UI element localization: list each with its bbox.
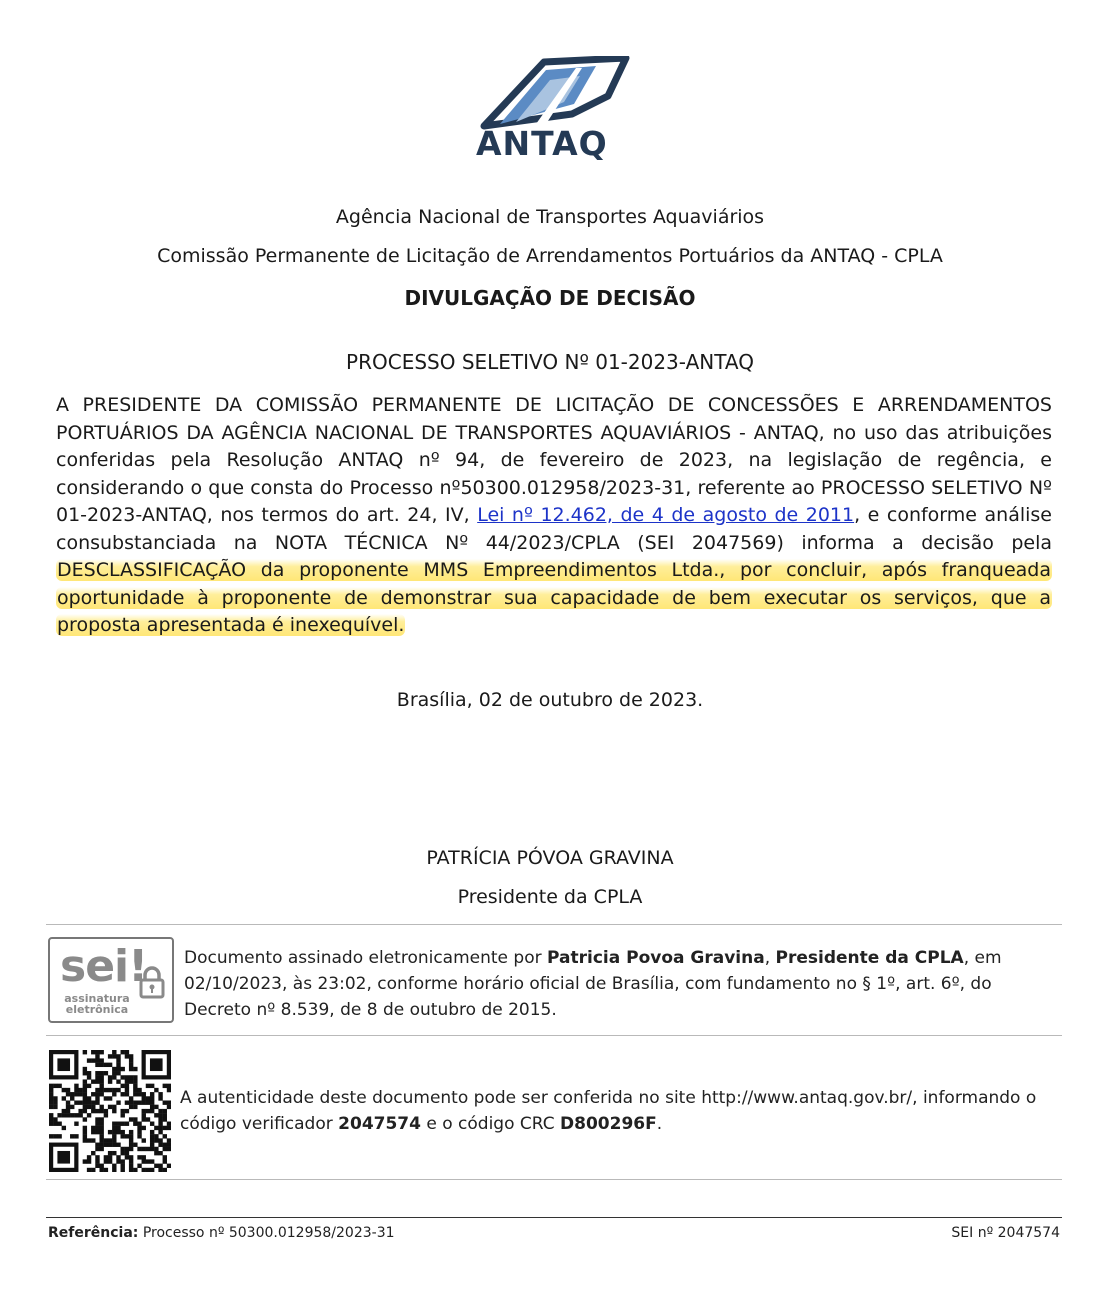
signature-text-suffix: , em 02/10/2023, às 23:02, conforme horário oficial de Brasília, com fundamento no § 1º, art. 6º, do Decreto nº 8.539, de 8 de outubro de 2015. (184, 948, 1002, 1020)
footer-reference-value: Processo nº 50300.012958/2023-31 (138, 1225, 395, 1241)
commission-name: Comissão Permanente de Licitação de Arrendamentos Portuários da ANTAQ - CPLA (157, 245, 943, 267)
footer-divider (46, 1217, 1062, 1218)
antaq-logo-mark (476, 56, 636, 131)
paragraph-text-1: A PRESIDENTE DA COMISSÃO PERMANENTE DE LICITAÇÃO DE CONCESSÕES E ARRENDAMENTOS PORTUÁRIOS DA AGÊNCIA NACIONAL DE TRANSPORTES AQUAVIÁRIOS - ANTAQ, no uso das atribuições conferidas pela Resolução ANTAQ nº 94, de fevereiro de 2023, na legislação de regência, e considerando o que consta do Processo nº50300.012958/2023-31, referente ao PROCESSO SELETIVO Nº 01-2023-ANTAQ, nos termos do art. 24, IV, (56, 394, 1052, 526)
document-title: DIVULGAÇÃO DE DECISÃO (404, 286, 696, 310)
agency-name: Agência Nacional de Transportes Aquaviários (335, 206, 765, 228)
sei-logo-text: sei! (60, 941, 148, 992)
sei-badge-caption (62, 993, 132, 1015)
verifier-code: 2047574 (338, 1114, 421, 1134)
decision-paragraph (56, 392, 1052, 640)
authenticity-text-prefix: A autenticidade deste documento pode ser conferida no site http://www.antaq.gov.br/, informando o código verificador (180, 1088, 1037, 1134)
date-line: Brasília, 02 de outubro de 2023. (396, 689, 704, 711)
authenticity-text (180, 1085, 1070, 1137)
lock-icon (138, 965, 166, 999)
footer-reference-label: Referência: (48, 1225, 139, 1241)
footer-reference (48, 1225, 395, 1241)
signature-role: Presidente da CPLA (775, 948, 964, 968)
divider (46, 1035, 1062, 1036)
paragraph-text-2: , e conforme análise consubstanciada na NOTA TÉCNICA Nº 44/2023/CPLA (SEI 2047569) informa a decisão pela (56, 504, 1052, 554)
highlighted-decision: DESCLASSIFICAÇÃO da proponente MMS Empreendimentos Ltda., por concluir, após franqueada oportunidade à proponente de demonstrar sua capacidade de bem executar os serviços, que a proposta apresentada é inexequível. (57, 559, 1051, 636)
signer-name: PATRÍCIA PÓVOA GRAVINA (426, 847, 674, 869)
signature-signer: Patricia Povoa Gravina (547, 948, 765, 968)
authenticity-text-end: . (656, 1114, 663, 1134)
process-title: PROCESSO SELETIVO Nº 01-2023-ANTAQ (346, 350, 754, 374)
footer-sei-number: SEI nº 2047574 (951, 1225, 1060, 1241)
sei-signature-badge (48, 937, 174, 1023)
authenticity-text-mid: e o código CRC (420, 1114, 561, 1134)
logo-wordmark: ANTAQ (476, 124, 608, 163)
signature-text-prefix: Documento assinado eletronicamente por (184, 948, 548, 968)
sei-caption-line-2: eletrônica (65, 1003, 129, 1016)
crc-code: D800296F (560, 1114, 657, 1134)
qr-code-icon (49, 1050, 171, 1176)
divider (46, 1179, 1062, 1180)
signer-role: Presidente da CPLA (457, 886, 643, 908)
divider (46, 924, 1062, 925)
sei-caption-line-1: assinatura (64, 992, 130, 1005)
electronic-signature-text (184, 945, 1054, 1023)
antaq-logo (476, 56, 636, 166)
law-link[interactable]: Lei nº 12.462, de 4 de agosto de 2011 (477, 504, 855, 526)
signature-comma: , (764, 948, 776, 968)
